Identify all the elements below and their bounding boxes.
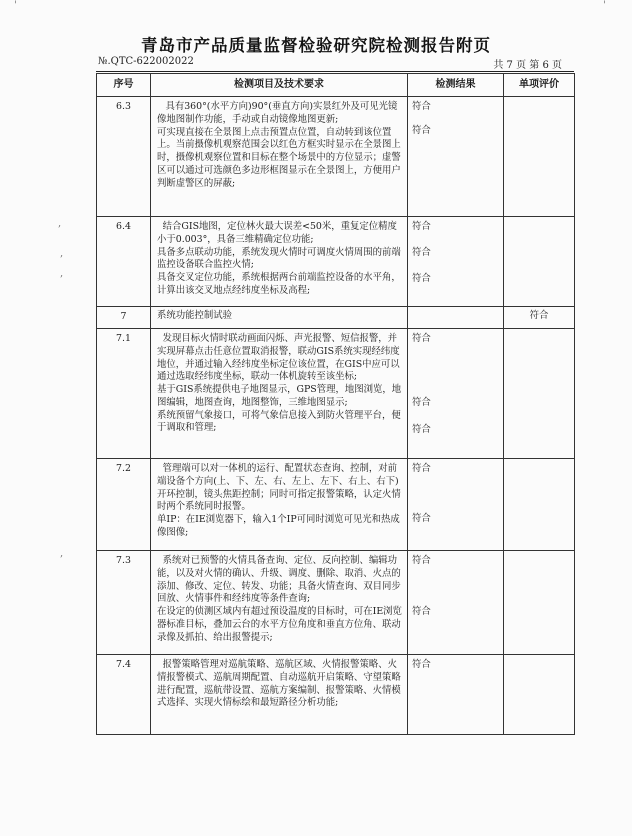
row-requirement [151,551,408,655]
row-evaluation [504,655,575,735]
result-text: 符合 [412,272,431,284]
result-text: 符合 [412,423,431,435]
requirement-text: 系统预留气象接口，可将气象信息接入到防火管理平台，便于调取和管理; [157,409,401,434]
report-title: 青岛市产品质量监督检验研究院检测报告附页 [141,36,491,55]
col-header-result: 检测结果 [408,74,504,97]
requirement-text: 发现目标火情时联动画面闪烁、声光报警、短信报警，并实现屏幕点击任意位置取消报警，联动GIS系统实现经纬度地位，并通过输入经纬度坐标定位该位置，在GIS中应可以通过选取经纬度坐标，联动一体机旋转至该坐标; [157,333,400,383]
result-text: 符合 [412,221,431,232]
row-number: 6.4 [97,217,151,307]
table-row [97,217,575,307]
table-row [97,655,575,735]
result-text: 符合 [412,333,431,344]
result-text: 符合 [412,396,431,408]
requirement-text: 单IP：在IE浏览器下，输入1个IP可同时浏览可见光和热成像图像; [157,514,400,538]
requirement-text: 系统功能控制试验 [157,310,233,322]
report-meta [96,56,562,70]
row-result [408,551,504,655]
row-result [408,307,504,329]
requirement-text: 具有360°(水平方向)90°(垂直方向)实景红外及可见光镜像地图制作功能，手动或自动镜像地图更新; [157,101,398,125]
requirement-text: 可实现直接在全景图上点击预置点位置，自动转到该位置上。当前摄像机观察范围会以红色方框实时显示在全景图上时，摄像机观察位置和目标在整个场景中的方位显示；虚警区可以通过可选颜色多边形框图显示在全景图上，方便用户判断虚警区的屏蔽; [157,126,401,189]
row-result [408,329,504,459]
result-text: 符合 [412,124,431,136]
row-number: 7.3 [97,551,151,655]
report-number: №.QTC-622002022 [98,56,194,67]
row-result [408,459,504,551]
row-requirement [151,307,408,329]
binding-tick: , [60,548,64,559]
result-text: 符合 [412,463,431,474]
result-text: 符合 [412,555,431,566]
row-requirement [151,459,408,551]
binding-tick: , [60,268,64,279]
table-row [97,551,575,655]
table-header-row [97,74,575,97]
requirement-text: 在设定的侦测区域内有超过预设温度的目标时，可在IE浏览器标准目标，叠加云台的水平方位角度和垂直方位角、联动录像及抓拍、给出报警提示; [157,606,402,643]
col-header-num: 序号 [97,74,151,97]
requirement-text: 基于GIS系统提供电子地图显示，GPS管理，地图浏览，地图编辑，地图查询，地图整饰，三维地图显示; [157,384,402,408]
corner-mark-right: ' [603,0,606,11]
binding-tick: , [58,218,62,229]
row-result [408,655,504,735]
row-evaluation [504,459,575,551]
row-number: 7.4 [97,655,151,735]
row-requirement [151,329,408,459]
row-evaluation: 符合 [504,307,575,329]
requirement-text: 具备多点联动功能，系统发现火情时可调度火情周围的前端监控设备联合监控火情; [157,246,401,271]
row-evaluation [504,329,575,459]
corner-mark-left: ' [14,0,17,11]
result-text: 符合 [412,605,431,617]
row-result [408,97,504,217]
requirement-text: 具备交叉定位功能，系统根据两台前端监控设备的水平角，计算出该交叉地点经纬度坐标及高程; [157,272,401,296]
result-text: 符合 [412,512,431,524]
result-text: 符合 [412,101,431,112]
table-row [97,459,575,551]
report-table [96,73,575,735]
row-evaluation [504,551,575,655]
row-number: 7 [97,307,151,329]
row-evaluation [504,217,575,307]
requirement-text: 管理端可以对一体机的运行、配置状态查询、控制，对前端设备个方向(上、下、左、右、左上、左下、右上、右下)开环控制，镜头焦距控制；同时可指定报警策略，认定火情时两个系统同时报警。 [157,463,401,513]
requirement-text: 报警策略管理对巡航策略、巡航区域、火情报警策略、火情报警模式、巡航周期配置、自动巡航开启策略、守望策略进行配置，巡航带设置、巡航方案编制、报警策略、火情模式选择、实现火情标绘和最短路径分析功能; [157,659,401,709]
requirement-text: 结合GIS地图，定位林火最大误差<50米，重复定位精度小于0.003°，具备三维精确定位功能; [157,221,397,245]
requirement-text: 系统对已预警的火情具备查询、定位、反向控制、编辑功能，以及对火情的确认、升级、调度、删除、取消、火点的添加、修改、定位、转发、功能；具备火情查询、双目同步回放、火情事件和经纬度等条件查询; [157,555,401,605]
table-row [97,307,575,329]
table-row [97,329,575,459]
row-requirement [151,655,408,735]
col-header-item: 检测项目及技术要求 [151,74,408,97]
row-result [408,217,504,307]
binding-tick: , [60,248,64,259]
page-info: 共 7 页 第 6 页 [493,60,562,71]
row-number: 7.2 [97,459,151,551]
row-requirement [151,217,408,307]
row-evaluation [504,97,575,217]
result-text: 符合 [412,659,431,670]
col-header-eval: 单项评价 [504,74,575,97]
row-number: 6.3 [97,97,151,217]
header-rule [96,71,574,72]
table-row [97,97,575,217]
result-text: 符合 [412,246,431,258]
row-number: 7.1 [97,329,151,459]
row-requirement [151,97,408,217]
